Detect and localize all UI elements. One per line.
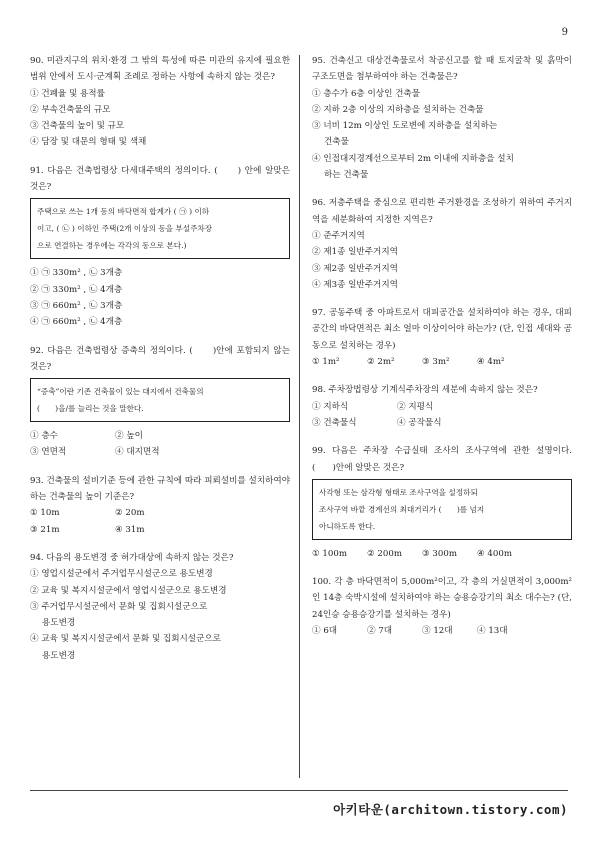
question-97: [312, 305, 572, 370]
option-1: ① 6대: [312, 626, 338, 637]
box-line: 조사구역 바깥 경계선의 최대거리가 ( )를 넘지: [319, 504, 485, 514]
box-line: 사각형 또는 삼각형 형태로 조사구역을 설정하되: [319, 487, 478, 497]
box-line: 으로 연결하는 경우에는 각각의 동으로 본다.): [37, 241, 187, 251]
question-95: [312, 53, 572, 183]
option-3-continued: 건축물: [324, 137, 349, 148]
option-4: ④ 대지면적: [115, 447, 160, 458]
option-2: ② 부속건축물의 규모: [30, 104, 111, 115]
question-100: [312, 574, 572, 639]
page-number: 9: [561, 27, 568, 38]
box-line: 주택으로 쓰는 1개 동의 바닥면적 합계가 ( ㉠ ) 이하: [37, 207, 210, 217]
option-3: ③ 연면적: [30, 447, 67, 458]
option-2: ② 지하 2층 이상의 지하층을 설치하는 건축물: [312, 104, 484, 115]
definition-box: [30, 198, 290, 259]
option-1: ① 지하식: [312, 401, 349, 412]
column-divider: [299, 55, 300, 778]
option-3: ③ 3m²: [422, 357, 450, 368]
question-stem: 94. 다음의 용도변경 중 허가대상에 속하지 않는 것은?: [30, 552, 234, 563]
option-3: ③ 건축물식: [312, 417, 357, 428]
question-98: [312, 382, 572, 431]
options-row: [312, 623, 572, 639]
option-2: ② 2m²: [367, 357, 395, 368]
options-row: [312, 546, 572, 562]
question-stem: 92. 다음은 건축법령상 증축의 정의이다. ( )안에 포함되지 않는 것은?: [30, 345, 290, 372]
option-4: ④ 400m: [477, 548, 512, 559]
option-1: ① 준주거지역: [312, 230, 365, 241]
footer-site-name[interactable]: 아키타운(architown.tistory.com): [333, 802, 568, 817]
option-4: ④ 공작물식: [397, 417, 442, 428]
option-2: ② 7대: [367, 626, 393, 637]
option-4: ④ 담장 및 대문의 형태 및 색채: [30, 137, 147, 148]
definition-box: [312, 479, 572, 540]
option-1: ① 100m: [312, 548, 347, 559]
question-96: [312, 195, 572, 293]
right-column: [312, 53, 572, 651]
option-4: ④ 31m: [115, 524, 145, 535]
option-1: ① 1m²: [312, 357, 340, 368]
option-3: ③ 건축물의 높이 및 규모: [30, 121, 125, 132]
options-row: [312, 354, 572, 370]
question-stem: 91. 다음은 건축법령상 다세대주택의 정의이다. ( ) 안에 알맞은 것은?: [30, 165, 290, 193]
option-2: ② 200m: [367, 548, 402, 559]
option-2: ② 20m: [115, 508, 145, 519]
options-row: [30, 522, 290, 538]
question-94: [30, 550, 290, 664]
option-1: ① 층수: [30, 431, 58, 442]
box-line: “증축”이란 기존 건축물이 있는 대지에서 건축물의: [37, 387, 204, 397]
box-line: 아니하도록 한다.: [319, 521, 376, 531]
box-line: 이고, ( ㉡ ) 이하인 주택(2개 이상의 동을 부설주차장: [37, 224, 213, 234]
options-row: [30, 444, 290, 460]
option-3: ③ 제2종 일반주거지역: [312, 263, 398, 274]
option-4: ④ 교육 및 복지시설군에서 문화 및 집회시설군으로: [30, 634, 222, 645]
option-4: ④ 4m²: [477, 357, 505, 368]
option-2: ② 높이: [115, 431, 143, 442]
option-3: ③ 주거업무시설군에서 문화 및 집회시설군으로: [30, 601, 208, 612]
option-3-continued: 용도변경: [42, 618, 76, 629]
question-91: [30, 163, 290, 331]
option-1: ① 층수가 6층 이상인 건축물: [312, 88, 421, 99]
option-2: ② 제1종 일반주거지역: [312, 247, 398, 258]
option-1: ① 영업시설군에서 주거업무시설군으로 용도변경: [30, 569, 213, 580]
option-4-continued: 용도변경: [42, 650, 76, 661]
question-90: [30, 53, 290, 151]
option-3: ③ 12대: [422, 626, 453, 637]
question-99: [312, 443, 572, 562]
question-93: [30, 473, 290, 538]
definition-box: [30, 378, 290, 422]
option-3: ③ 300m: [422, 548, 457, 559]
question-stem: 93. 건축물의 설비기준 등에 관한 규칙에 따라 피뢰설비를 설치하여야 하는 건축물의 높이 기준은?: [30, 475, 290, 503]
option-2: ② ㉠ 330m² , ㉡ 4개층: [30, 284, 123, 295]
options-row: [30, 505, 290, 521]
question-stem: 99. 다음은 주차장 수급실태 조사의 조사구역에 관한 설명이다. ( )안에 알맞은 것은?: [312, 446, 572, 473]
option-2: ② 교육 및 복지시설군에서 영업시설군으로 용도변경: [30, 585, 227, 596]
option-4-continued: 하는 건축물: [324, 170, 369, 181]
option-4: ④ 13대: [477, 626, 508, 637]
option-3: ③ 21m: [30, 524, 60, 535]
option-3: ③ ㉠ 660m² , ㉡ 3개층: [30, 300, 123, 311]
question-stem: 90. 미관지구의 위치·환경 그 밖의 특성에 따른 미관의 유지에 필요한 범위 안에서 도시·군계획 조례로 정하는 사항에 속하지 않는 것은?: [30, 56, 290, 83]
option-3: ③ 너비 12m 이상인 도로변에 지하층을 설치하는: [312, 121, 498, 132]
question-stem: 96. 저층주택을 중심으로 편리한 주거환경을 조성하기 위하여 주거지역을 세분화하여 지정한 지역은?: [312, 198, 572, 225]
options-row: [312, 399, 572, 415]
left-column: [30, 53, 290, 676]
question-stem: 95. 건축신고 대상건축물로서 착공신고를 할 때 토지굴착 및 흙막이 구조도면을 첨부하여야 하는 건축물은?: [312, 56, 572, 83]
option-4: ④ 인접대지경계선으로부터 2m 이내에 지하층을 설치: [312, 153, 514, 164]
option-1: ① 건폐율 및 용적률: [30, 88, 105, 99]
option-2: ② 지평식: [397, 401, 434, 412]
option-4: ④ ㉠ 660m² , ㉡ 4개층: [30, 317, 123, 328]
footer-rule: [30, 790, 568, 791]
question-stem: 98. 주차장법령상 기계식주차장의 세분에 속하지 않는 것은?: [312, 385, 538, 396]
options-row: [312, 415, 572, 431]
options-row: [30, 428, 290, 444]
question-stem: 100. 각 층 바닥면적이 5,000m²이고, 각 층의 거실면적이 3,000m²인 14층 숙박시설에 설치하여야 하는 승용승강기의 최소 대수는? (단, 24인승 승용승강기를 설치하는 경우): [312, 577, 572, 620]
question-stem: 97. 공동주택 중 아파트로서 대피공간을 설치하여야 하는 경우, 대피공간의 바닥면적은 최소 얼마 이상이어야 하는가? (단, 인접 세대와 공동으로 설치하는 경우): [312, 308, 572, 351]
box-line: ( )을/를 늘리는 것을 말한다.: [37, 404, 144, 414]
option-4: ④ 제3종 일반주거지역: [312, 279, 398, 290]
question-92: [30, 343, 290, 461]
option-1: ① ㉠ 330m² , ㉡ 3개층: [30, 268, 123, 279]
option-1: ① 10m: [30, 508, 60, 519]
